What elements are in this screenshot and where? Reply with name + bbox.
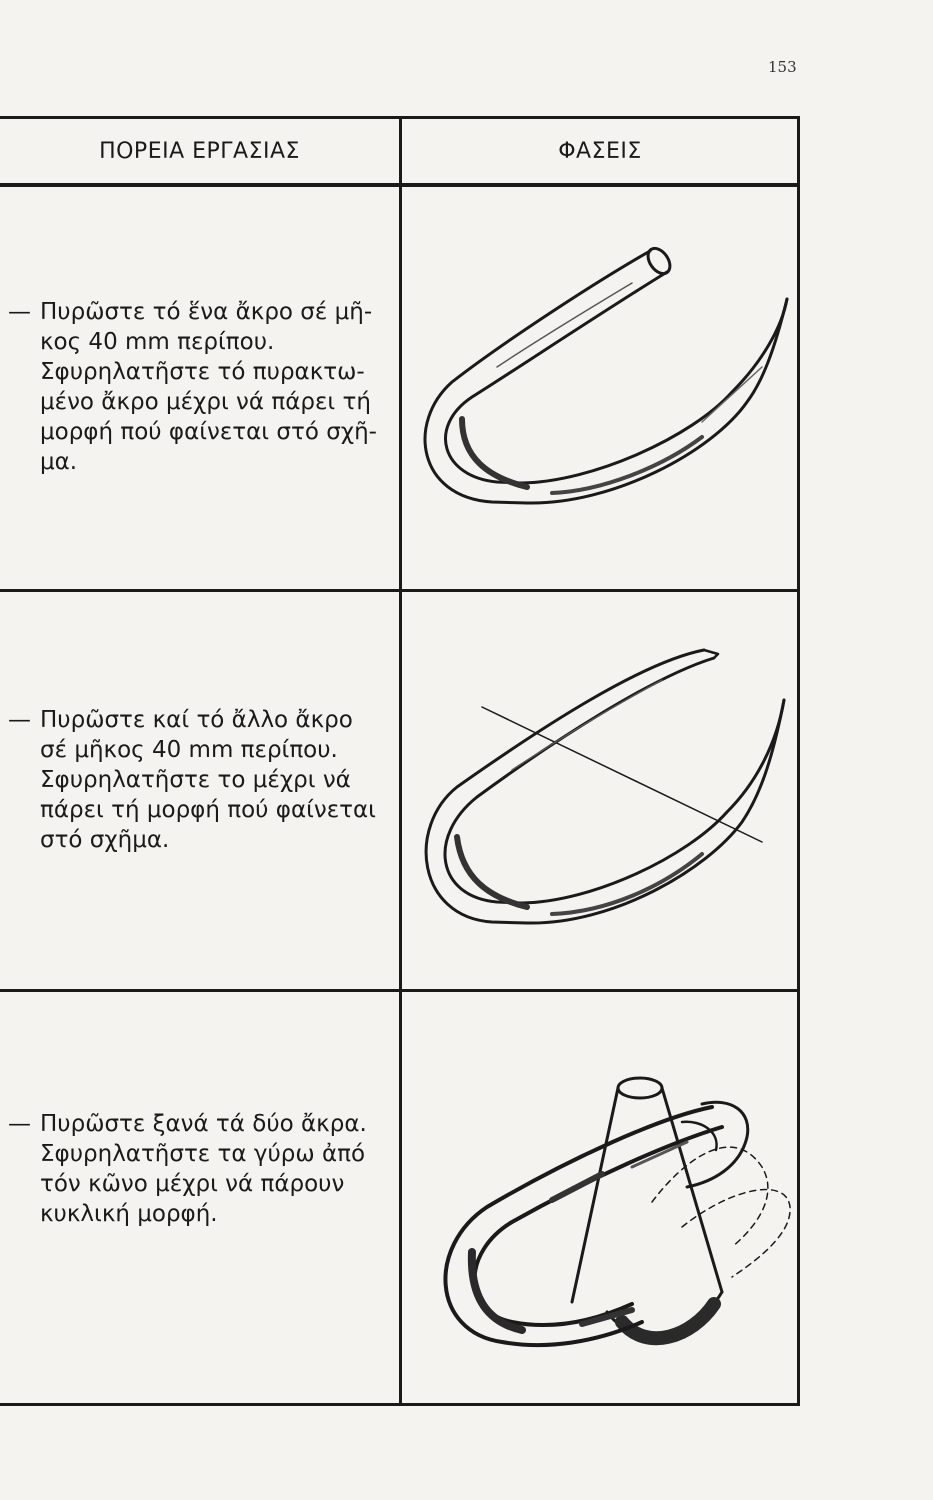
u-bent-rod-both-ends-tapered-icon <box>402 592 798 988</box>
u-bent-rod-one-tapered-end-icon <box>402 187 798 587</box>
step-line: Πυρῶστε καί τό ἄλλο ἄκρο <box>40 707 353 733</box>
work-procedure-table <box>0 116 800 1406</box>
step-line: κος 40 mm περίπου. <box>40 329 275 355</box>
header-process: ΠΟΡΕΙΑ ΕΡΓΑΣΙΑΣ <box>99 138 300 164</box>
step-line: πάρει τή μορφή πού φαίνεται <box>40 797 376 823</box>
step-dash: — <box>8 707 31 733</box>
step-line: Πυρῶστε τό ἕνα ἄκρο σέ μῆ- <box>40 299 373 325</box>
step-line: Σφυρηλατῆστε το μέχρι νά <box>40 767 351 793</box>
step-line: κυκλική μορφή. <box>40 1201 218 1227</box>
step-line: Πυρῶστε ξανά τά δύο ἄκρα. <box>40 1111 367 1137</box>
step-dash: — <box>8 1111 31 1137</box>
step-line: Σφυρηλατῆστε τό πυρακτω- <box>40 359 365 385</box>
step-dash: — <box>8 299 31 325</box>
step-line: στό σχῆμα. <box>40 827 170 853</box>
step-line: Σφυρηλατῆστε τα γύρω ἀπό <box>40 1141 366 1167</box>
rod-forged-around-cone-icon <box>402 992 798 1400</box>
page-number: 153 <box>768 58 797 76</box>
step-line: μορφή πού φαίνεται στό σχῆ- <box>40 419 377 445</box>
step-line: σέ μῆκος 40 mm περίπου. <box>40 737 338 763</box>
step-line: τόν κῶνο μέχρι νά πάρουν <box>40 1171 345 1197</box>
step-line: μα. <box>40 449 78 475</box>
header-phases: ΦΑΣΕΙΣ <box>558 138 642 164</box>
step-line: μένο ἄκρο μέχρι νά πάρει τή <box>40 389 371 415</box>
